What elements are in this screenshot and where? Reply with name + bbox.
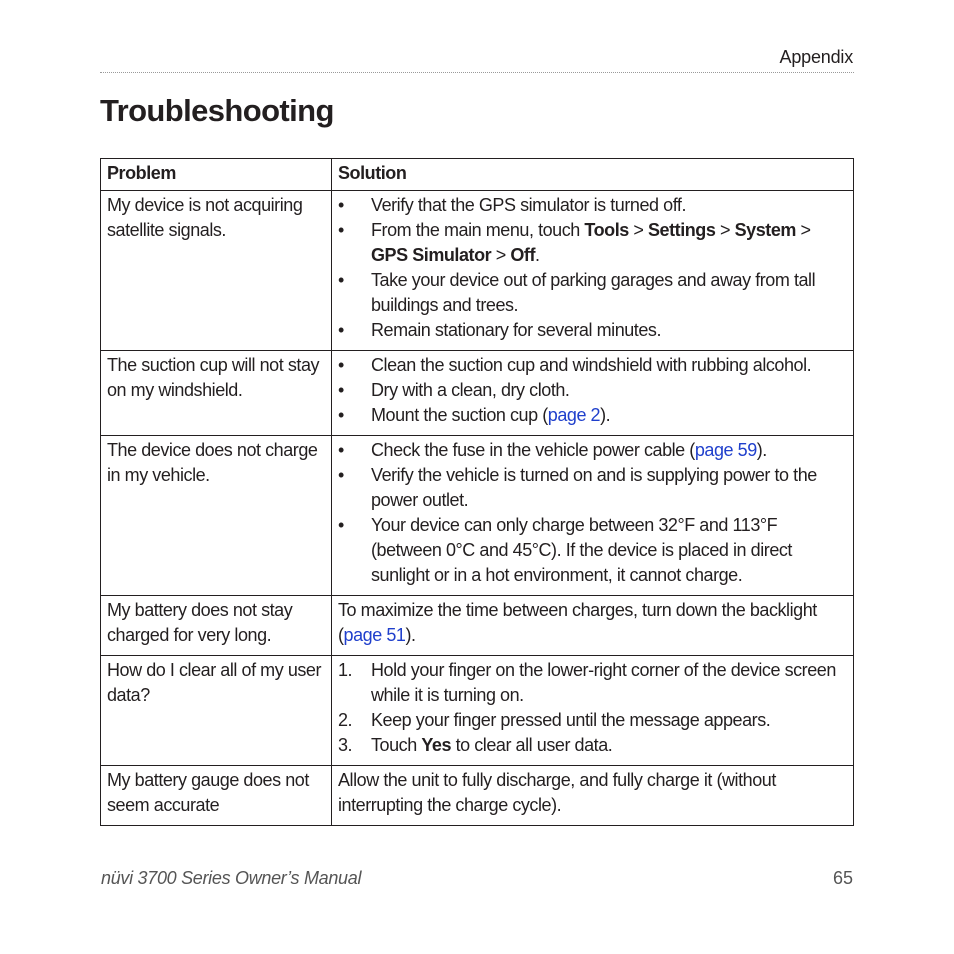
column-header-solution: Solution xyxy=(332,159,854,191)
item-text: Take your device out of parking garages and away from tall buildings and trees. xyxy=(371,270,816,315)
item-text: Keep your finger pressed until the message appears. xyxy=(371,710,771,730)
list-item xyxy=(338,353,848,378)
menu-path-off: Off xyxy=(510,245,535,265)
path-separator: > xyxy=(795,220,811,240)
column-header-problem: Problem xyxy=(101,159,332,191)
path-separator: > xyxy=(715,220,735,240)
bullet-marker: • xyxy=(338,380,344,400)
step-number: 1. xyxy=(338,660,353,680)
item-text: Your device can only charge between 32°F and 113°F (between 0°C and 45°C). If the device is placed in direct sunlight or in a hot environment, it cannot charge. xyxy=(371,515,792,585)
list-item xyxy=(338,513,848,588)
menu-path-settings: Settings xyxy=(648,220,716,240)
list-item xyxy=(338,438,848,463)
menu-path-tools: Tools xyxy=(584,220,629,240)
bullet-marker: • xyxy=(338,465,344,485)
solution-cell xyxy=(332,351,854,436)
path-separator: > xyxy=(628,220,648,240)
item-text: Verify the vehicle is turned on and is supplying power to the power outlet. xyxy=(371,465,817,510)
bullet-marker: • xyxy=(338,220,344,240)
bullet-marker: • xyxy=(338,270,344,290)
item-text-end: to clear all user data. xyxy=(451,735,613,755)
item-text: Verify that the GPS simulator is turned off. xyxy=(371,195,687,215)
solution-steps xyxy=(338,658,848,758)
item-text: Dry with a clean, dry cloth. xyxy=(371,380,570,400)
list-item xyxy=(338,403,848,428)
bullet-marker: • xyxy=(338,440,344,460)
page-link[interactable]: page 59 xyxy=(694,440,757,460)
step-number: 3. xyxy=(338,735,353,755)
table-row xyxy=(101,766,854,826)
solution-cell xyxy=(332,596,854,656)
page-link[interactable]: page 51 xyxy=(343,625,406,645)
problem-cell: How do I clear all of my user data? xyxy=(101,656,332,766)
item-text: From the main menu, touch xyxy=(371,220,585,240)
problem-cell: My battery gauge does not seem accurate xyxy=(101,766,332,826)
bullet-marker: • xyxy=(338,195,344,215)
item-text-end: . xyxy=(535,245,540,265)
item-text-end: ). xyxy=(756,440,767,460)
solution-list xyxy=(338,438,848,588)
item-text-end: ). xyxy=(600,405,611,425)
solution-cell: Allow the unit to fully discharge, and fully charge it (without interrupting the charge cycle). xyxy=(332,766,854,826)
list-item xyxy=(338,268,848,318)
table-row xyxy=(101,656,854,766)
table-header-row xyxy=(101,159,854,191)
list-item xyxy=(338,708,848,733)
problem-cell: The device does not charge in my vehicle. xyxy=(101,436,332,596)
table-row xyxy=(101,436,854,596)
list-item xyxy=(338,733,848,758)
footer-manual-title: nüvi 3700 Series Owner’s Manual xyxy=(101,868,362,888)
problem-cell: My device is not acquiring satellite signals. xyxy=(101,191,332,351)
step-number: 2. xyxy=(338,710,353,730)
bullet-marker: • xyxy=(338,355,344,375)
page-title: Troubleshooting xyxy=(100,93,334,128)
menu-path-gps-simulator: GPS Simulator xyxy=(371,245,492,265)
item-text: Clean the suction cup and windshield with rubbing alcohol. xyxy=(371,355,812,375)
solution-cell xyxy=(332,436,854,596)
problem-cell: My battery does not stay charged for very long. xyxy=(101,596,332,656)
header-divider xyxy=(100,72,854,73)
table-row xyxy=(101,191,854,351)
bullet-marker: • xyxy=(338,405,344,425)
item-text: Mount the suction cup ( xyxy=(371,405,548,425)
list-item xyxy=(338,218,848,268)
table-row xyxy=(101,351,854,436)
yes-option: Yes xyxy=(421,735,452,755)
solution-cell xyxy=(332,191,854,351)
troubleshooting-table xyxy=(100,158,854,826)
item-text: Check the fuse in the vehicle power cable ( xyxy=(371,440,695,460)
item-text: Remain stationary for several minutes. xyxy=(371,320,662,340)
list-item xyxy=(338,193,848,218)
list-item xyxy=(338,318,848,343)
item-text: Touch xyxy=(371,735,422,755)
solution-text: To maximize the time between charges, turn down the backlight ( xyxy=(338,600,817,645)
solution-list xyxy=(338,193,848,343)
list-item xyxy=(338,463,848,513)
page-link[interactable]: page 2 xyxy=(547,405,601,425)
solution-text-end: ). xyxy=(405,625,416,645)
path-separator: > xyxy=(491,245,511,265)
bullet-marker: • xyxy=(338,515,344,535)
item-text: Hold your finger on the lower-right corner of the device screen while it is turning on. xyxy=(371,660,836,705)
menu-path-system: System xyxy=(734,220,796,240)
footer-page-number: 65 xyxy=(832,868,853,888)
section-label: Appendix xyxy=(779,47,853,67)
solution-list xyxy=(338,353,848,428)
problem-cell: The suction cup will not stay on my windshield. xyxy=(101,351,332,436)
list-item xyxy=(338,658,848,708)
bullet-marker: • xyxy=(338,320,344,340)
table-row xyxy=(101,596,854,656)
solution-cell xyxy=(332,656,854,766)
list-item xyxy=(338,378,848,403)
